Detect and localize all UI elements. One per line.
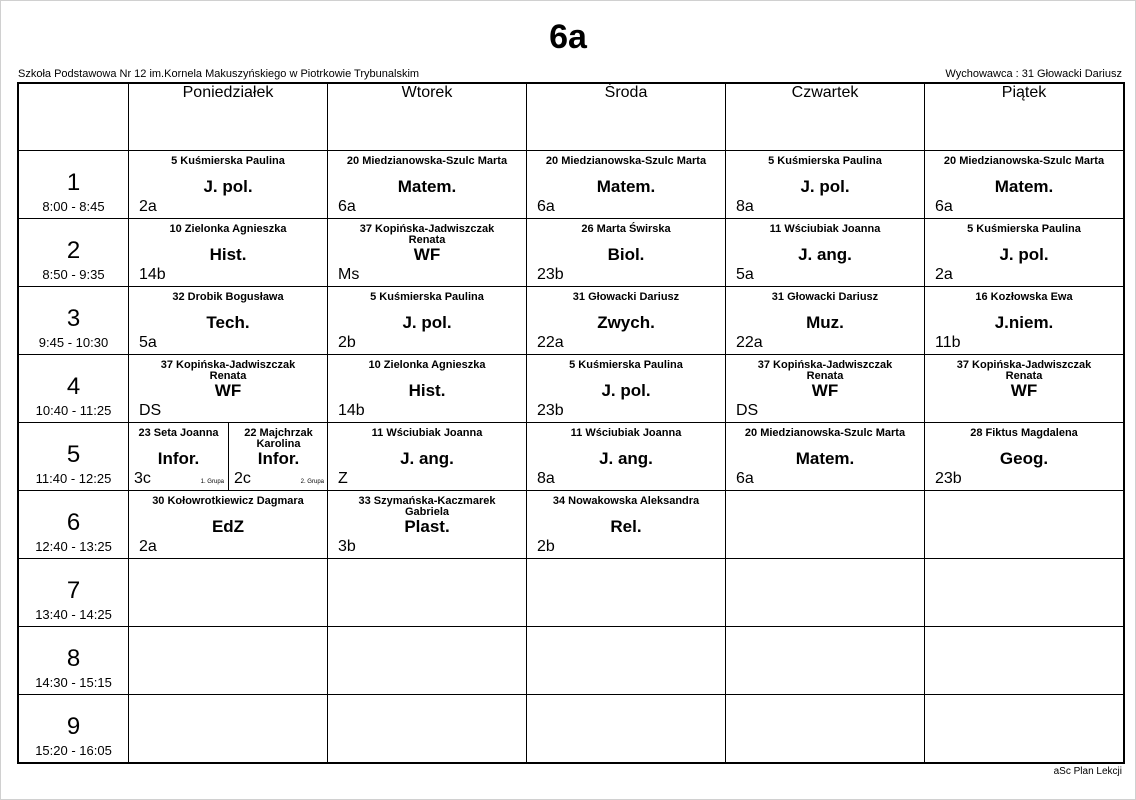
empty-cell	[925, 627, 1125, 695]
lesson-cell	[527, 355, 726, 423]
period-cell	[18, 695, 129, 764]
lesson-cell	[726, 151, 925, 219]
lesson-cell	[527, 423, 726, 491]
empty-cell	[328, 627, 527, 695]
period-row	[18, 287, 1124, 355]
lesson-teacher-line2: Karolina	[256, 438, 301, 450]
period-time: 8:50 - 9:35	[42, 267, 105, 282]
lesson-teacher-line2: Renata	[408, 234, 446, 246]
lesson-subject: Infor.	[157, 449, 200, 468]
lesson-subject: Geog.	[999, 449, 1049, 468]
lesson-cell	[328, 423, 527, 491]
period-number: 1	[66, 169, 81, 196]
lesson-subject: WF	[214, 381, 242, 400]
period-time: 8:00 - 8:45	[42, 199, 105, 214]
lesson-teacher: 10 Zielonka Agnieszka	[169, 223, 287, 235]
empty-cell	[527, 559, 726, 627]
lesson-cell	[129, 355, 328, 423]
lesson-teacher: 22 Majchrzak	[244, 427, 313, 439]
lesson-room: 2a	[139, 198, 157, 215]
lesson-group-right	[229, 423, 328, 490]
lesson-cell	[129, 287, 328, 355]
lesson-subject: J. pol.	[402, 313, 452, 332]
period-time: 9:45 - 10:30	[38, 335, 109, 350]
lesson-teacher: 28 Fiktus Magdalena	[970, 427, 1078, 439]
period-cell	[18, 287, 129, 355]
day-header-row	[18, 83, 1124, 151]
lesson-teacher-line2: Renata	[209, 370, 247, 382]
lesson-teacher: 37 Kopińska-Jadwiszczak	[956, 359, 1092, 371]
lesson-teacher: 37 Kopińska-Jadwiszczak	[160, 359, 296, 371]
lesson-subject: J. pol.	[203, 177, 253, 196]
period-number: 4	[66, 373, 81, 400]
lesson-room: 2b	[338, 334, 356, 351]
lesson-teacher: 32 Drobik Bogusława	[172, 291, 284, 303]
lesson-subject: J. pol.	[999, 245, 1049, 264]
lesson-teacher: 31 Głowacki Dariusz	[771, 291, 879, 303]
lesson-teacher-line2: Renata	[806, 370, 844, 382]
empty-cell	[129, 627, 328, 695]
period-cell	[18, 355, 129, 423]
lesson-room: 23b	[537, 402, 564, 419]
lesson-teacher: 5 Kuśmierska Paulina	[171, 155, 285, 167]
lesson-room: 5a	[736, 266, 754, 283]
period-number: 6	[66, 509, 81, 536]
lesson-subject: Rel.	[610, 517, 642, 536]
lesson-subject: Matem.	[397, 177, 457, 196]
empty-cell	[726, 491, 925, 559]
period-time: 11:40 - 12:25	[35, 471, 112, 486]
period-cell	[18, 151, 129, 219]
empty-cell	[328, 695, 527, 764]
lesson-subject: Tech.	[206, 313, 250, 332]
lesson-teacher: 11 Wściubiak Joanna	[570, 427, 682, 439]
day-header: Wtorek	[328, 83, 527, 151]
page-title: 6a	[549, 18, 587, 56]
lesson-cell	[527, 219, 726, 287]
day-header: Środa	[527, 83, 726, 151]
homeroom-teacher: Wychowawca : 31 Głowacki Dariusz	[945, 68, 1122, 80]
period-cell	[18, 491, 129, 559]
period-time: 13:40 - 14:25	[35, 607, 112, 622]
period-row	[18, 627, 1124, 695]
lesson-cell	[726, 219, 925, 287]
lesson-cell	[925, 219, 1125, 287]
lesson-room: 22a	[736, 334, 763, 351]
lesson-subject: EdZ	[211, 517, 245, 536]
lesson-cell	[527, 287, 726, 355]
lesson-room: DS	[736, 402, 759, 419]
lesson-cell	[925, 355, 1125, 423]
empty-cell	[328, 559, 527, 627]
lesson-teacher: 16 Kozłowska Ewa	[975, 291, 1073, 303]
lesson-room: 22a	[537, 334, 564, 351]
lesson-subject: Matem.	[795, 449, 855, 468]
lesson-cell	[925, 151, 1125, 219]
period-time: 12:40 - 13:25	[35, 539, 112, 554]
lesson-subject: J. pol.	[800, 177, 850, 196]
day-header: Piątek	[925, 83, 1125, 151]
lesson-subject: J. ang.	[798, 245, 852, 264]
lesson-room: Ms	[338, 266, 360, 283]
footer-software: aSc Plan Lekcji	[1053, 766, 1122, 777]
empty-cell	[527, 627, 726, 695]
empty-cell	[527, 695, 726, 764]
empty-cell	[925, 559, 1125, 627]
lesson-teacher: 5 Kuśmierska Paulina	[768, 155, 882, 167]
lesson-subject: Hist.	[209, 245, 247, 264]
lesson-teacher: 5 Kuśmierska Paulina	[569, 359, 683, 371]
lesson-room: 6a	[736, 470, 754, 487]
period-number: 7	[66, 577, 81, 604]
lesson-teacher: 33 Szymańska-Kaczmarek	[358, 495, 496, 507]
lesson-group-label: 1. Grupa	[200, 479, 224, 485]
period-number: 5	[66, 441, 81, 468]
lesson-room: 23b	[537, 266, 564, 283]
period-cell	[18, 219, 129, 287]
period-row	[18, 423, 1124, 491]
lesson-cell	[328, 151, 527, 219]
timetable	[17, 82, 1125, 764]
lesson-room: 2a	[935, 266, 953, 283]
lesson-teacher: 20 Miedzianowska-Szulc Marta	[744, 427, 906, 439]
lesson-cell	[328, 491, 527, 559]
lesson-room: 11b	[935, 334, 961, 351]
lesson-room: 5a	[139, 334, 157, 351]
lesson-cell	[726, 355, 925, 423]
empty-cell	[129, 695, 328, 764]
lesson-cell	[726, 423, 925, 491]
lesson-subject: Zwych.	[597, 313, 655, 332]
school-name: Szkoła Podstawowa Nr 12 im.Kornela Makuszyńskiego w Piotrkowie Trybunalskim	[18, 68, 420, 80]
lesson-group-label: 2. Grupa	[300, 479, 324, 485]
lesson-room: 6a	[935, 198, 953, 215]
empty-cell	[726, 627, 925, 695]
empty-cell	[726, 695, 925, 764]
period-cell	[18, 627, 129, 695]
period-row	[18, 151, 1124, 219]
lesson-cell	[328, 355, 527, 423]
lesson-teacher: 37 Kopińska-Jadwiszczak	[757, 359, 893, 371]
lesson-room: 3b	[338, 538, 356, 555]
period-time: 14:30 - 15:15	[35, 675, 112, 690]
lesson-room: Z	[338, 470, 348, 487]
lesson-room: 23b	[935, 470, 962, 487]
lesson-group-left	[129, 423, 229, 490]
lesson-cell	[726, 287, 925, 355]
period-number: 8	[66, 645, 81, 672]
lesson-cell	[527, 151, 726, 219]
lesson-room: 2b	[537, 538, 555, 555]
lesson-cell	[527, 491, 726, 559]
lesson-teacher: 34 Nowakowska Aleksandra	[552, 495, 700, 507]
lesson-subject: Infor.	[257, 449, 300, 468]
lesson-subject: Matem.	[596, 177, 656, 196]
lesson-subject: J. ang.	[599, 449, 653, 468]
lesson-cell	[328, 219, 527, 287]
lesson-cell-split	[129, 423, 328, 491]
lesson-cell	[129, 219, 328, 287]
lesson-teacher: 20 Miedzianowska-Szulc Marta	[545, 155, 707, 167]
day-header: Czwartek	[726, 83, 925, 151]
period-time: 15:20 - 16:05	[35, 743, 112, 758]
lesson-teacher: 11 Wściubiak Joanna	[371, 427, 483, 439]
lesson-subject: J. pol.	[601, 381, 651, 400]
empty-cell	[925, 491, 1125, 559]
lesson-cell	[129, 151, 328, 219]
empty-cell	[129, 559, 328, 627]
lesson-subject: Plast.	[404, 517, 450, 536]
lesson-subject: Hist.	[408, 381, 446, 400]
period-time: 10:40 - 11:25	[35, 403, 112, 418]
lesson-subject: WF	[1010, 381, 1038, 400]
lesson-teacher: 37 Kopińska-Jadwiszczak	[359, 223, 495, 235]
period-cell	[18, 559, 129, 627]
period-row	[18, 219, 1124, 287]
lesson-subject: Biol.	[607, 245, 645, 264]
lesson-subject: J.niem.	[994, 313, 1054, 332]
lesson-room: 8a	[736, 198, 754, 215]
lesson-teacher-line2: Renata	[1005, 370, 1043, 382]
lesson-teacher: 5 Kuśmierska Paulina	[370, 291, 484, 303]
lesson-teacher: 5 Kuśmierska Paulina	[967, 223, 1081, 235]
empty-cell	[726, 559, 925, 627]
period-row	[18, 695, 1124, 764]
empty-cell	[925, 695, 1125, 764]
lesson-teacher: 23 Seta Joanna	[138, 427, 219, 439]
lesson-subject: WF	[811, 381, 839, 400]
lesson-room: 8a	[537, 470, 555, 487]
period-row	[18, 491, 1124, 559]
lesson-cell	[925, 423, 1125, 491]
lesson-room: 2c	[234, 470, 251, 487]
period-number: 9	[66, 713, 81, 740]
lesson-cell	[129, 491, 328, 559]
lesson-cell	[925, 287, 1125, 355]
lesson-teacher: 11 Wściubiak Joanna	[769, 223, 881, 235]
lesson-cell	[328, 287, 527, 355]
lesson-subject: Muz.	[806, 313, 844, 332]
period-row	[18, 559, 1124, 627]
period-cell	[18, 423, 129, 491]
period-row	[18, 355, 1124, 423]
lesson-room: 3c	[134, 470, 151, 487]
lesson-teacher: 26 Marta Świrska	[581, 223, 671, 235]
day-header: Poniedziałek	[129, 83, 328, 151]
lesson-room: 2a	[139, 538, 157, 555]
lesson-teacher: 20 Miedzianowska-Szulc Marta	[346, 155, 508, 167]
lesson-teacher: 20 Miedzianowska-Szulc Marta	[943, 155, 1105, 167]
period-number: 3	[66, 305, 81, 332]
lesson-room: 6a	[537, 198, 555, 215]
lesson-teacher: 30 Kołowrotkiewicz Dagmara	[152, 495, 304, 507]
lesson-room: 14b	[338, 402, 365, 419]
lesson-room: DS	[139, 402, 162, 419]
period-number: 2	[66, 237, 81, 264]
lesson-subject: WF	[413, 245, 441, 264]
corner-cell	[18, 83, 129, 151]
lesson-subject: J. ang.	[400, 449, 454, 468]
lesson-teacher-line2: Gabriela	[404, 506, 450, 518]
lesson-teacher: 10 Zielonka Agnieszka	[368, 359, 486, 371]
lesson-room: 6a	[338, 198, 356, 215]
lesson-subject: Matem.	[994, 177, 1054, 196]
lesson-room: 14b	[139, 266, 166, 283]
lesson-teacher: 31 Głowacki Dariusz	[572, 291, 680, 303]
